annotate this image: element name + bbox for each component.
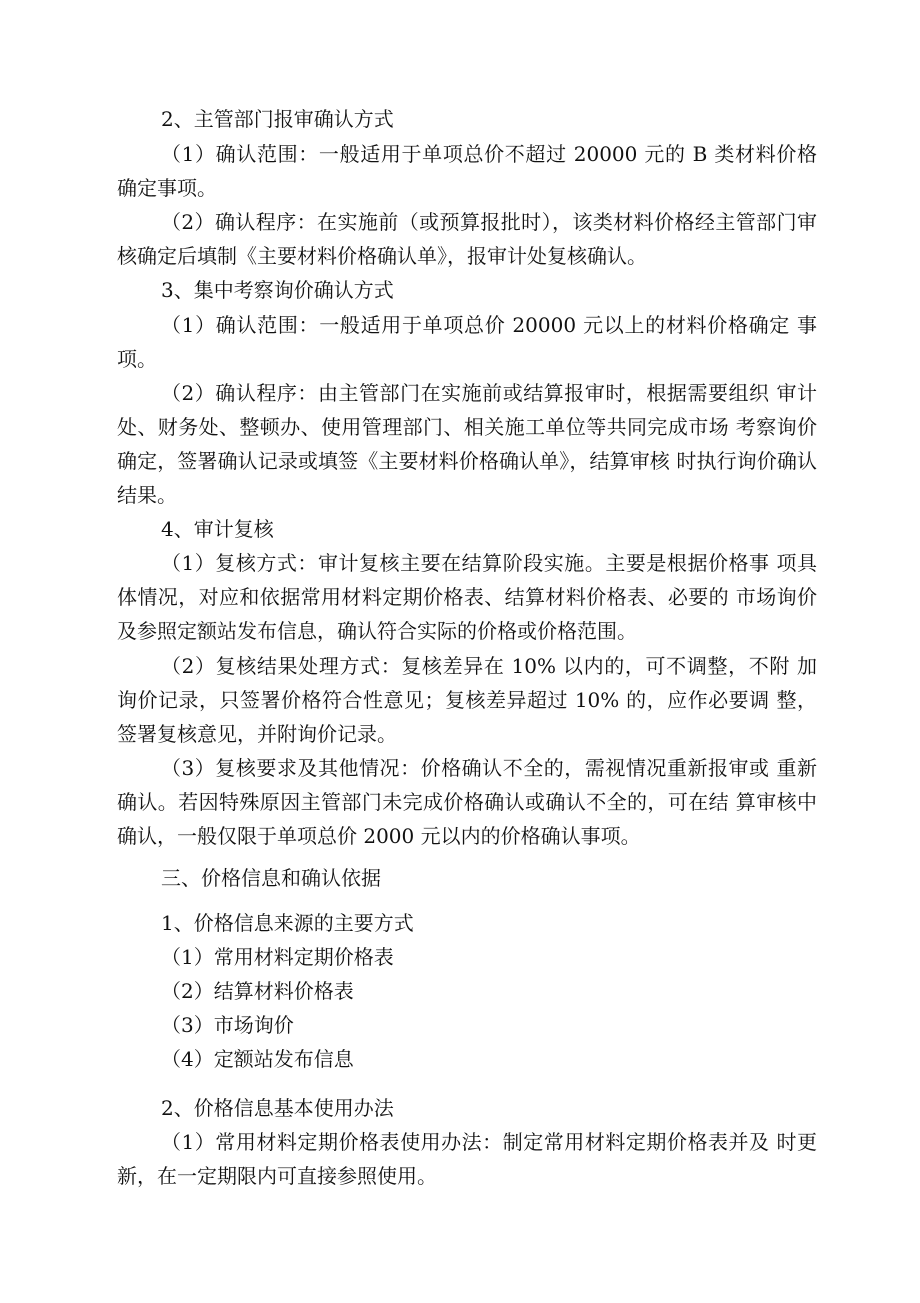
paragraph-confirm-scope: （1）确认范围：一般适用于单项总价不超过 20000 元的 B 类材料价格确定事项。 [117,142,817,200]
heading-2-department-review: 2、主管部门报审确认方式 [161,107,394,131]
heading-1-info-sources: 1、价格信息来源的主要方式 [161,911,414,935]
list-item-market-inquiry: （3）市场询价 [161,1013,294,1037]
paragraph-price-table-usage: （1）常用材料定期价格表使用办法：制定常用材料定期价格表并及 时更新，在一定期限内可直接参照使用。 [117,1130,817,1188]
list-item-settlement-price-table: （2）结算材料价格表 [161,979,354,1003]
heading-section-3: 三、价格信息和确认依据 [161,866,381,890]
list-item-regular-price-table: （1）常用材料定期价格表 [161,945,394,969]
heading-2-usage-methods: 2、价格信息基本使用办法 [161,1096,394,1120]
paragraph-inquiry-procedure: （2）确认程序：由主管部门在实施前或结算报审时，根据需要组织 审计处、财务处、整顿办、使用管理部门、相关施工单位等共同完成市场 考察询价确定，签署确认记录或填签《主要材料价格确认单》，结算审核 时执行询价确认结果。 [117,381,817,507]
paragraph-review-method: （1）复核方式：审计复核主要在结算阶段实施。主要是根据价格事 项具体情况，对应和依据常用材料定期价格表、结算材料价格表、必要的 市场询价及参照定额站发布信息，确认符合实际的价格或价格范围。 [117,551,817,643]
list-item-quota-station-info: （4）定额站发布信息 [161,1047,354,1071]
heading-4-audit-review: 4、审计复核 [161,517,274,541]
paragraph-confirm-procedure: （2）确认程序：在实施前（或预算报批时），该类材料价格经主管部门审核确定后填制《主要材料价格确认单》，报审计处复核确认。 [117,210,817,268]
paragraph-inquiry-scope: （1）确认范围：一般适用于单项总价 20000 元以上的材料价格确定 事项。 [117,313,817,371]
paragraph-review-result: （2）复核结果处理方式：复核差异在 10% 以内的，可不调整，不附 加询价记录，只签署价格符合性意见；复核差异超过 10% 的，应作必要调 整，签署复核意见，并附询价记录。 [117,654,817,746]
heading-3-centralized-inquiry: 3、集中考察询价确认方式 [161,278,394,302]
paragraph-review-requirements: （3）复核要求及其他情况：价格确认不全的，需视情况重新报审或 重新确认。若因特殊原因主管部门未完成价格确认或确认不全的，可在结 算审核中确认，一般仅限于单项总价 2000 元以内的价格确认事项。 [117,756,817,848]
